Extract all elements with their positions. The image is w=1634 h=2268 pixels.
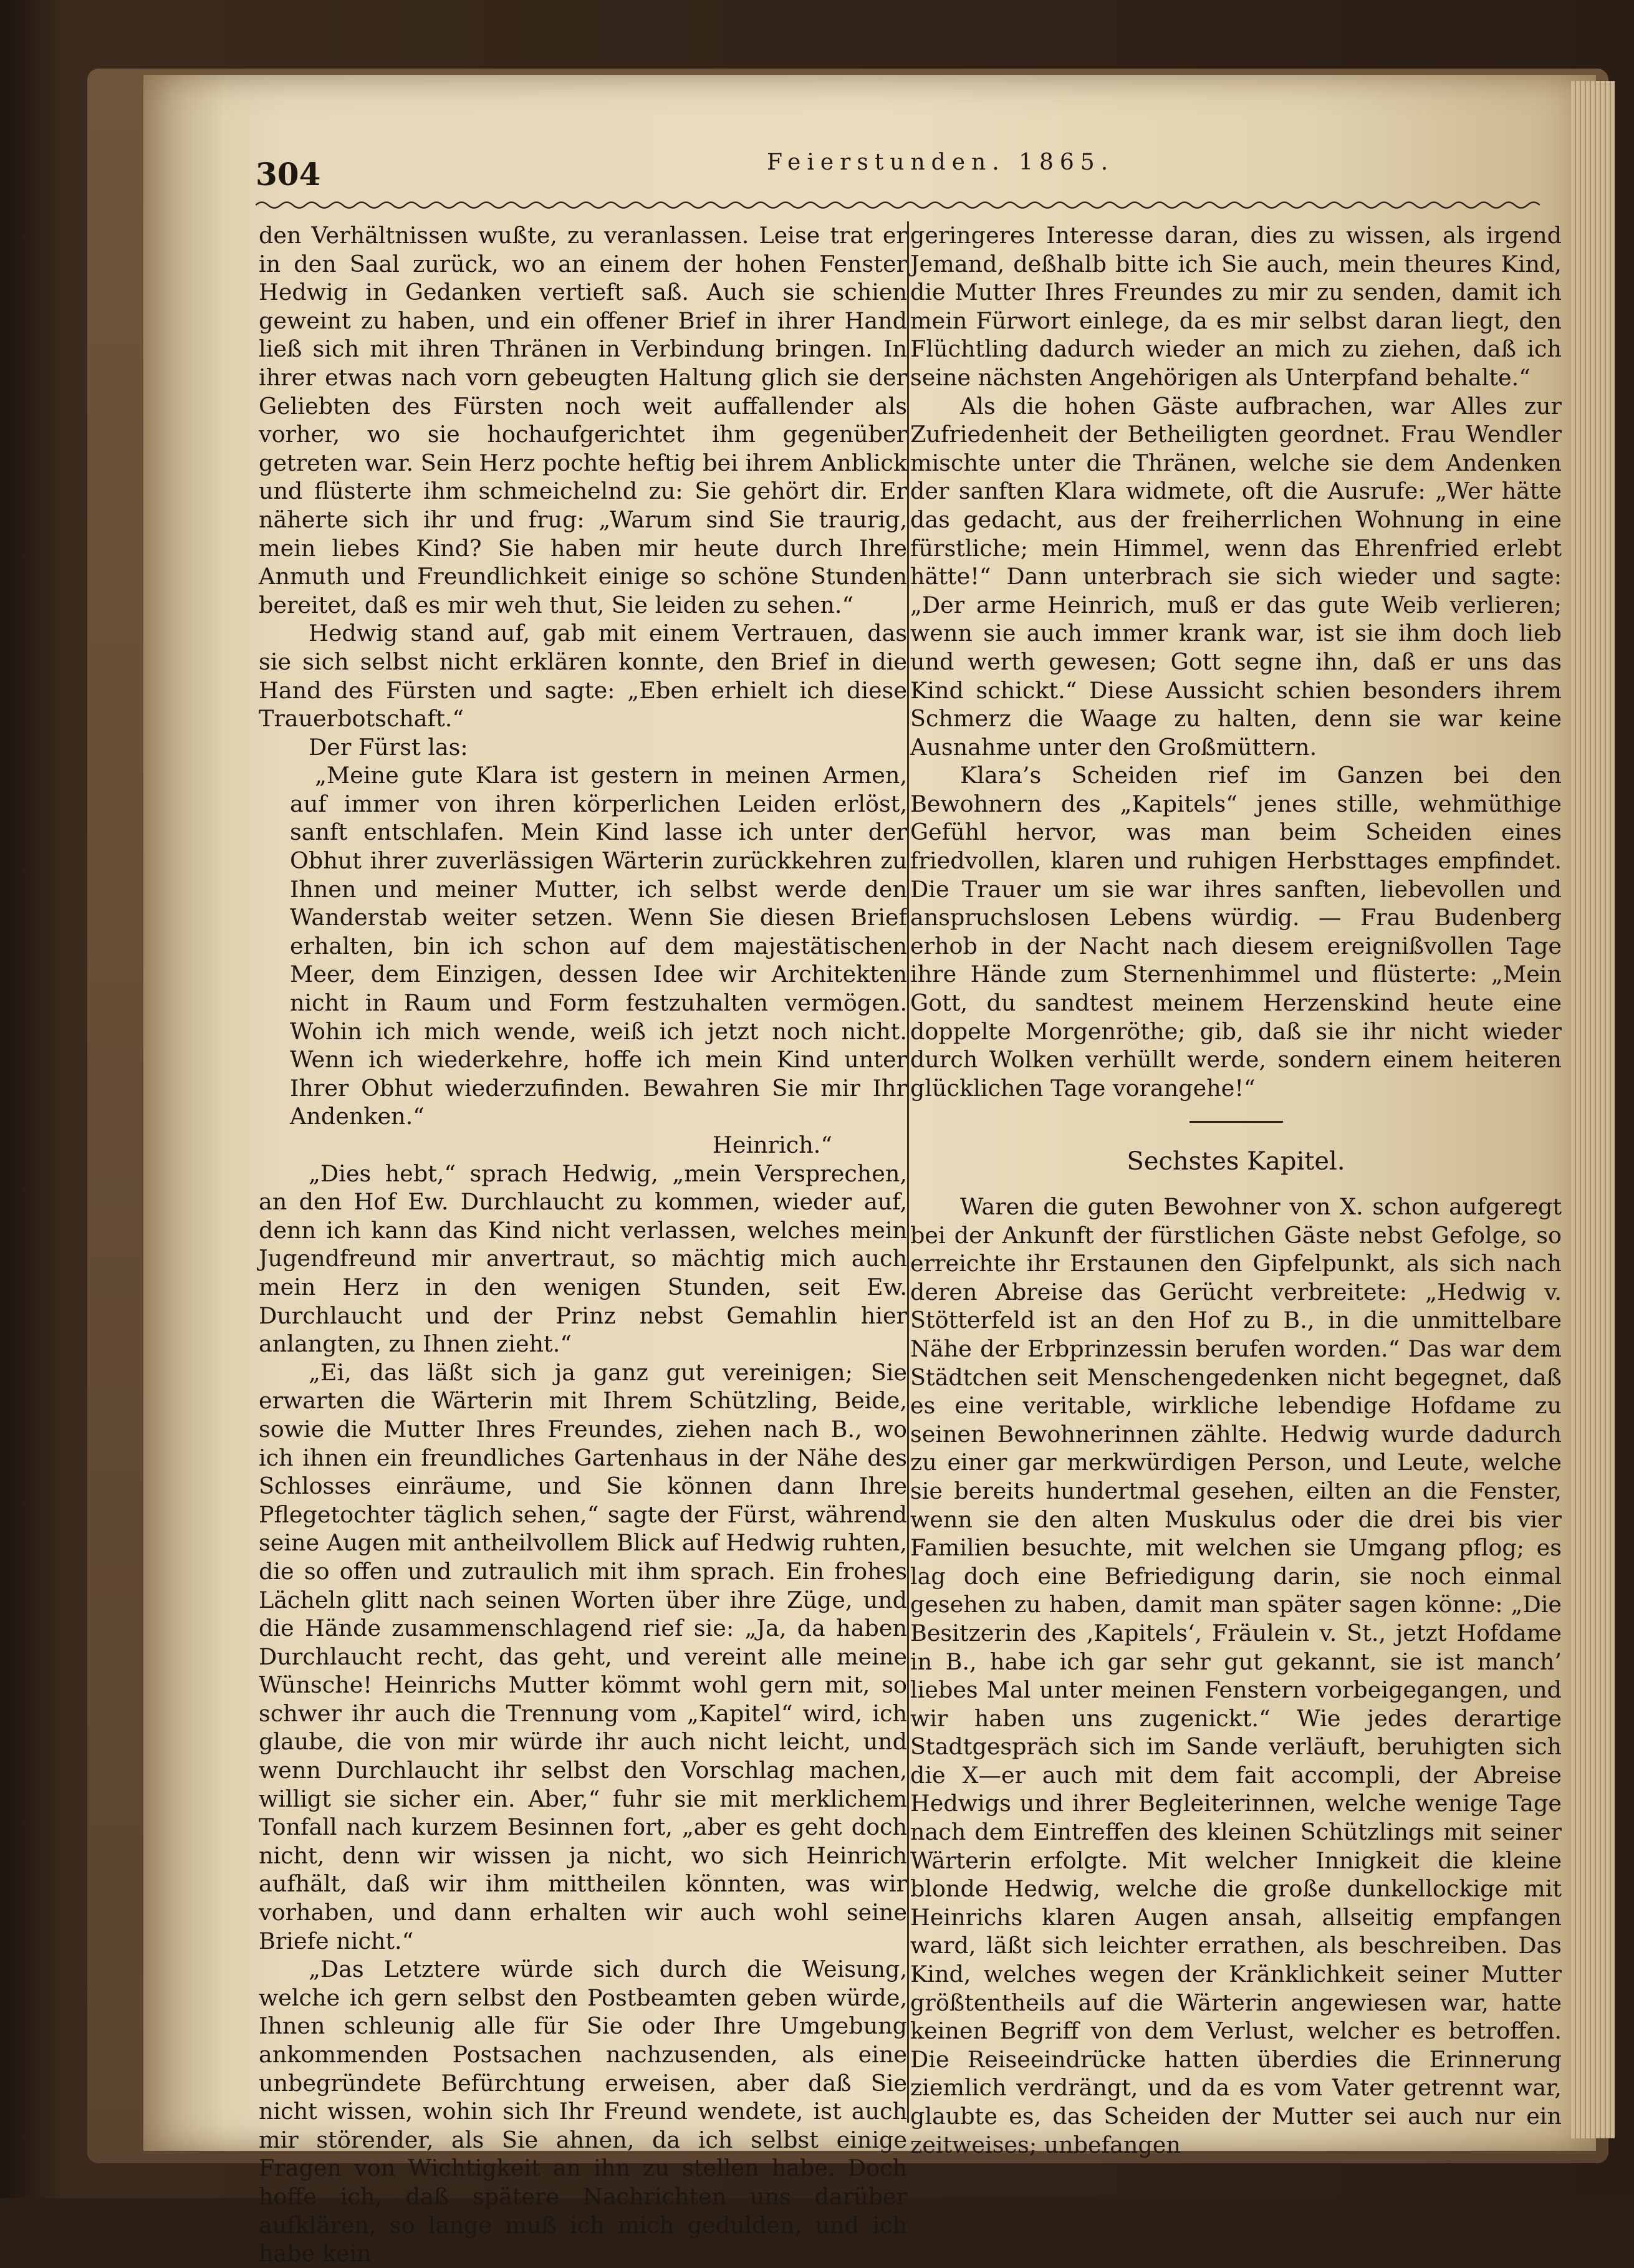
paragraph: geringeres Interesse daran, dies zu wissen, als irgend Jemand, deßhalb bitte ich Sie auch, mein theures Kind, die Mutter Ihres Freundes zu mir zu senden, damit ich mein Fürwort einlege, da es mir selbst daran liegt, den Flüchtling dadurch wieder an mich zu ziehen, daß ich seine nächsten Angehörigen als Unterpfand behalte.“ <box>910 222 1562 391</box>
paragraph: Waren die guten Bewohner von X. schon aufgeregt bei der Ankunft der fürstlichen Gäste nebst Gefolge, so erreichte ihr Erstaunen den Gipfelpunkt, als sich nach deren Abreise das Gerücht verbreitete: „Hedwig v. Stötterfeld ist an den Hof zu B., in die unmittelbare Nähe der Erbprinzessin berufen worden.“ Das war dem Städtchen seit Menschengedenken nicht begegnet, daß es eine veritable, wirkliche lebendige Hofdame zu seinen Bewohnerinnen zählte. Hedwig wurde dadurch zu einer gar merkwürdigen Person, und Leute, welche sie bereits hundertmal gesehen, eilten an die Fenster, wenn sie den alten Muskulus oder die drei bis vier Familien besuchte, mit welchen sie Umgang pflog; es lag doch eine Befriedigung darin, sie noch einmal gesehen zu haben, damit man später sagen könne: „Die Besitzerin des ‚Kapitels‘, Fräulein v. St., jetzt Hofdame in B., habe ich gar sehr gut gekannt, sie ist manch’ liebes Mal unter meinen Fenstern vorbeigegangen, und wir haben uns zugenickt.“ Wie jedes derartige Stadtgespräch sich im Sande verläuft, beruhigten sich die X—er auch mit dem fait accompli, der Abreise Hedwigs und ihrer Begleiterinnen, welche wenige Tage nach dem Eintreffen des kleinen Schützlings mit seiner Wärterin erfolgte. Mit welcher Innigkeit die kleine blonde Hedwig, welche die große dunkellockige mit Heinrichs klaren Augen ansah, allseitig empfangen ward, läßt sich leichter errathen, als beschreiben. Das Kind, welches wegen der Kränklichkeit seiner Mutter größtentheils auf die Wärterin angewiesen war, hatte keinen Begriff von dem Verlust, welcher es betroffen. Die Reiseeindrücke hatten überdies die Erinnerung ziemlich verdrängt, und da es vom Vater getrennt war, glaubte es, das Scheiden der Mutter sei auch nur ein zeitweises; unbefangen <box>910 1193 1562 2158</box>
left-text-column <box>259 221 907 2268</box>
paragraph: Als die hohen Gäste aufbrachen, war Alles zur Zufriedenheit der Betheiligten geordnet. Frau Wendler mischte unter die Thränen, welche sie dem Andenken der sanften Klara widmete, oft die Ausrufe: „Wer hätte das gedacht, aus der freiherrlichen Wohnung in eine fürstliche; mein Himmel, wenn das Ehrenfried erlebt hätte!“ Dann unterbrach sie sich wieder und sagte: „Der arme Heinrich, muß er das gute Weib verlieren; wenn sie auch immer krank war, ist sie ihm doch lieb und werth gewesen; Gott segne ihn, daß er uns das Kind schickt.“ Diese Aussicht schien besonders ihrem Schmerz die Waage zu halten, denn sie war keine Ausnahme unter den Großmüttern. <box>910 392 1562 761</box>
right-text-column <box>910 221 1562 2159</box>
running-title: Feierstunden. 1865. <box>767 150 1115 175</box>
paragraph: „Das Letztere würde sich durch die Weisung, welche ich gern selbst den Postbeamten geben würde, Ihnen schleunig alle für Sie oder Ihre Umgebung ankommenden Postsachen nachzusenden, als eine unbegründete Befürchtung erweisen, aber daß Sie nicht wissen, wohin sich Ihr Freund wendete, ist auch mir störender, als Sie ahnen, da ich selbst einige Fragen von Wichtigkeit an ihn zu stellen habe. Doch hoffe ich, daß spätere Nachrichten uns darüber aufklären, so lange muß ich mich gedulden, und ich habe kein <box>259 1956 907 2267</box>
paragraph: „Dies hebt,“ sprach Hedwig, „mein Versprechen, an den Hof Ew. Durchlaucht zu kommen, wieder auf, denn ich kann das Kind nicht verlassen, welches mein Jugendfreund mir anvertraut, so mächtig mich auch mein Herz in den wenigen Stunden, seit Ew. Durchlaucht und der Prinz nebst Gemahlin hier anlangten, zu Ihnen zieht.“ <box>259 1160 907 1358</box>
page-edges <box>1571 81 1615 2138</box>
chapter-title: Sechstes Kapitel. <box>1127 1147 1345 1176</box>
section-divider <box>1189 1121 1283 1123</box>
letter-quote: „Meine gute Klara ist gestern in meinen Armen, auf immer von ihren körperlichen Leiden erlöst, sanft entschlafen. Mein Kind lasse ich unter der Obhut ihrer zuverlässigen Wärterin zurückkehren zu Ihnen und meiner Mutter, ich selbst werde den Wanderstab weiter setzen. Wenn Sie diesen Brief erhalten, bin ich schon auf dem majestätischen Meer, dem Einzigen, dessen Idee wir Architekten nicht in Raum und Form festzuhalten vermögen. Wohin ich mich wende, weiß ich jetzt noch nicht. Wenn ich wiederkehre, hoffe ich mein Kind unter Ihrer Obhut wiederzufinden. Bewahren Sie mir Ihr Andenken.“ <box>290 762 907 1130</box>
letter-signature: Heinrich.“ <box>713 1132 832 1158</box>
paragraph: den Verhältnissen wußte, zu veranlassen. Leise trat er in den Saal zurück, wo an einem der hohen Fenster Hedwig in Gedanken vertieft saß. Auch sie schien geweint zu haben, und ein offener Brief in ihrer Hand ließ sich mit ihren Thränen in Verbindung bringen. In ihrer etwas nach vorn gebeugten Haltung glich sie der Geliebten des Fürsten noch weit auffallender als vorher, wo sie hochaufgerichtet ihm gegenüber getreten war. Sein Herz pochte heftig bei ihrem Anblick und flüsterte ihm schmeichelnd zu: Sie gehört dir. Er näherte sich ihr und frug: „Warum sind Sie traurig, mein liebes Kind? Sie haben mir heute durch Ihre Anmuth und Freundlichkeit einige so schöne Stunden bereitet, daß es mir weh thut, Sie leiden zu sehen.“ <box>259 222 907 618</box>
paragraph: „Ei, das läßt sich ja ganz gut vereinigen; Sie erwarten die Wärterin mit Ihrem Schützling, Beide, sowie die Mutter Ihres Freundes, ziehen nach B., wo ich ihnen ein freundliches Gartenhaus in der Nähe des Schlosses einräume, und Sie können dann Ihre Pflegetochter täglich sehen,“ sagte der Fürst, während seine Augen mit antheilvollem Blick auf Hedwig ruhten, die so offen und zutraulich mit ihm sprach. Ein frohes Lächeln glitt nach seinen Worten über ihre Züge, und die Hände zusammenschlagend rief sie: „Ja, da haben Durchlaucht recht, das geht, und vereint alle meine Wünsche! Heinrichs Mutter kömmt wohl gern mit, so schwer ihr auch die Trennung vom „Kapitel“ wird, ich glaube, die von mir würde ihr auch nicht leicht, und wenn Durchlaucht ihr selbst den Vorschlag machen, willigt sie sicher ein. Aber,“ fuhr sie mit merklichem Tonfall nach kurzem Besinnen fort, „aber es geht doch nicht, denn wir wissen ja nicht, wo sich Heinrich aufhält, daß wir ihm mittheilen könnten, was wir vorhaben, und dann erhalten wir auch wohl seine Briefe nicht.“ <box>259 1358 907 1954</box>
paragraph: Klara’s Scheiden rief im Ganzen bei den Bewohnern des „Kapitels“ jenes stille, wehmüthige Gefühl hervor, was man beim Scheiden eines friedvollen, klaren und ruhigen Herbsttages empfindet. Die Trauer um sie war ihres sanften, liebevollen und anspruchslosen Lebens würdig. — Frau Budenberg erhob in der Nacht nach diesem ereignißvollen Tage ihre Hände zum Sternenhimmel und flüsterte: „Mein Gott, du sandtest meinem Herzenskind heute eine doppelte Morgenröthe; gib, daß sie ihr nicht wieder durch Wolken verhüllt werde, sondern einem heiteren glücklichen Tage vorangehe!“ <box>910 762 1562 1102</box>
column-divider <box>907 221 909 2123</box>
page-number: 304 <box>256 156 321 193</box>
page-stain <box>143 75 224 2151</box>
header-wavy-rule <box>256 198 1540 212</box>
paragraph: Hedwig stand auf, gab mit einem Vertrauen, das sie sich selbst nicht erklären konnte, den Brief in die Hand des Fürsten und sagte: „Eben erhielt ich diese Trauerbotschaft.“ <box>259 620 907 733</box>
paragraph: Der Fürst las: <box>309 733 468 761</box>
